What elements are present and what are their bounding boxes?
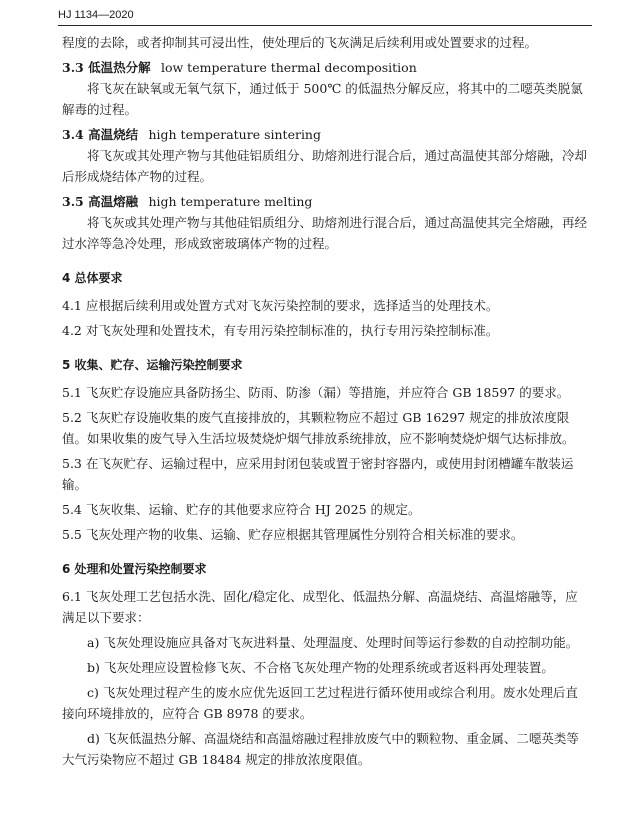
paragraph-continuation: 程度的去除，或者抑制其可浸出性，使处理后的飞灰满足后续利用或处置要求的过程。 — [62, 35, 538, 50]
page-header — [58, 8, 592, 26]
chapter-heading-6: 6 处理和处置污染控制要求 — [62, 562, 207, 576]
section-heading-3-5 — [62, 191, 590, 212]
section-title-en: low temperature thermal decomposition — [160, 60, 417, 75]
clause-5-1: 5.1 飞灰贮存设施应具备防扬尘、防雨、防渗（漏）等措施，并应符合 GB 18597 的要求。 — [62, 385, 570, 400]
sub-item-b: b) 飞灰处理应设置检修飞灰、不合格飞灰处理产物的处理系统或者返料再处理装置。 — [87, 660, 554, 675]
clause-5-2: 5.2 飞灰贮存设施收集的废气直接排放的，其颗粒物应不超过 GB 16297 规定的排放浓度限值。如果收集的废气导入生活垃圾焚烧炉烟气排放系统排放，应不影响焚烧炉烟气达标排放。 — [62, 410, 575, 446]
sub-item-d: d) 飞灰低温热分解、高温烧结和高温熔融过程排放废气中的颗粒物、重金属、二噁英类等大气污染物应不超过 GB 18484 规定的排放浓度限值。 — [62, 731, 579, 767]
section-title-en: high temperature sintering — [148, 127, 321, 142]
section-heading-3-3 — [62, 57, 590, 78]
clause-5-5: 5.5 飞灰处理产物的收集、运输、贮存应根据其管理属性分别符合相关标准的要求。 — [62, 527, 524, 542]
definition-text: 将飞灰或其处理产物与其他硅铝质组分、助熔剂进行混合后，通过高温使其完全熔融，再经过水淬等急冷处理，形成致密玻璃体产物的过程。 — [62, 215, 588, 251]
definition-text: 将飞灰或其处理产物与其他硅铝质组分、助熔剂进行混合后，通过高温使其部分熔融，冷却后形成烧结体产物的过程。 — [62, 148, 588, 184]
section-title-en: high temperature melting — [148, 194, 313, 209]
sub-item-a: a) 飞灰处理设施应具备对飞灰进料量、处理温度、处理时间等运行参数的自动控制功能。 — [87, 635, 579, 650]
definition-text: 将飞灰在缺氧或无氧气氛下，通过低于 500℃ 的低温热分解反应，将其中的二噁英类脱氯解毒的过程。 — [62, 81, 583, 117]
clause-5-3: 5.3 在飞灰贮存、运输过程中，应采用封闭包装或置于密封容器内，或使用封闭槽罐车散装运输。 — [62, 456, 574, 492]
section-title-zh: 高温熔融 — [88, 194, 139, 209]
clause-6-1: 6.1 飞灰处理工艺包括水洗、固化/稳定化、成型化、低温热分解、高温烧结、高温熔融等，应满足以下要求： — [62, 589, 578, 625]
section-title-zh: 高温烧结 — [88, 127, 139, 142]
clause-5-4: 5.4 飞灰收集、运输、贮存的其他要求应符合 HJ 2025 的规定。 — [62, 502, 421, 517]
clause-4-1: 4.1 应根据后续利用或处置方式对飞灰污染控制的要求，选择适当的处理技术。 — [62, 298, 499, 313]
section-number: 3.3 — [62, 60, 84, 75]
standard-number: HJ 1134—2020 — [58, 9, 134, 21]
chapter-heading-4: 4 总体要求 — [62, 271, 123, 285]
section-heading-3-4 — [62, 124, 590, 145]
sub-item-c: c) 飞灰处理过程产生的废水应优先返回工艺过程进行循环使用或综合利用。废水处理后直接向环境排放的，应符合 GB 8978 的要求。 — [62, 685, 578, 721]
section-title-zh: 低温热分解 — [88, 60, 151, 75]
section-number: 3.4 — [62, 127, 84, 142]
document-body — [62, 32, 590, 774]
section-number: 3.5 — [62, 194, 84, 209]
chapter-heading-5: 5 收集、贮存、运输污染控制要求 — [62, 358, 243, 372]
clause-4-2: 4.2 对飞灰处理和处置技术，有专用污染控制标准的，执行专用污染控制标准。 — [62, 323, 499, 338]
